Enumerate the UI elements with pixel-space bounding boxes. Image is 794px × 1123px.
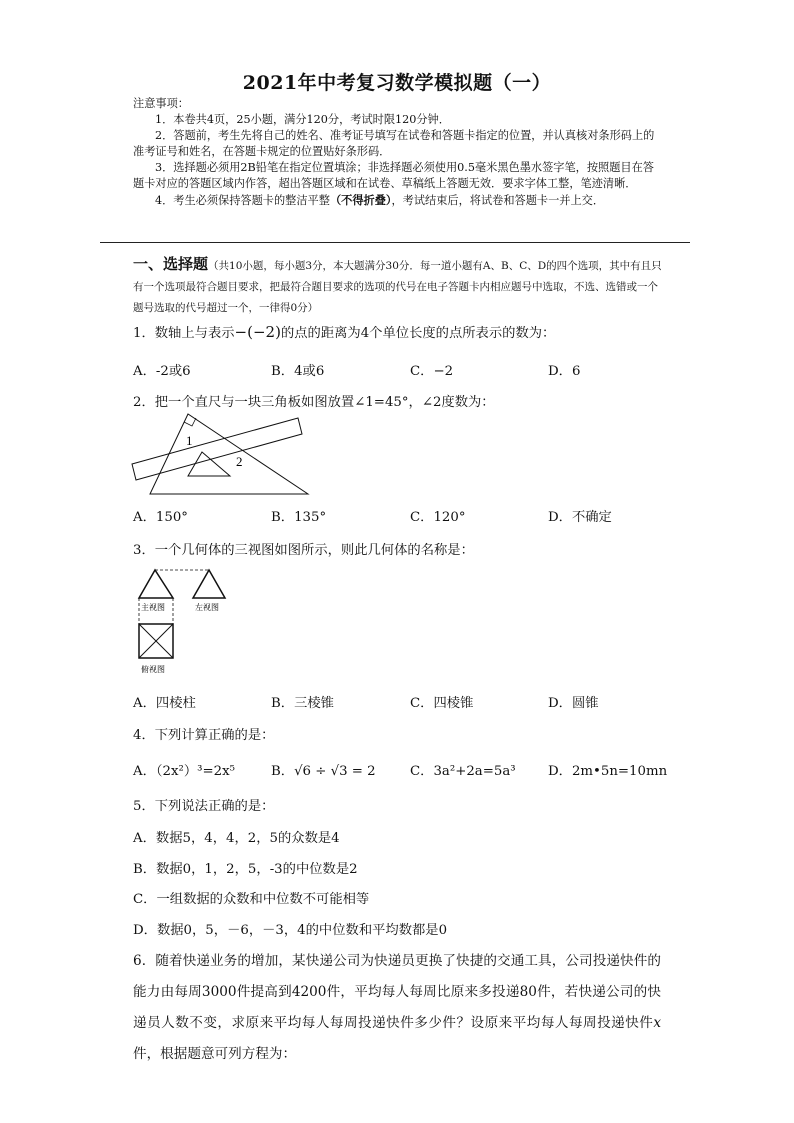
question-5-option-b[interactable]: B．数据0，1，2，5，-3的中位数是2: [133, 862, 358, 877]
question-2-option-c[interactable]: C．120°: [410, 510, 466, 525]
question-1-post: 的点的距离为4个单位长度的点所表示的数为：: [280, 326, 556, 341]
question-1-pre: 1．数轴上与表示: [133, 326, 235, 341]
ruler-triangle-figure: [130, 412, 310, 498]
divider: [100, 242, 690, 243]
ruler-shape: [132, 418, 302, 480]
side-view-shape: [193, 570, 225, 598]
question-1-option-b[interactable]: B．4或6: [271, 364, 325, 379]
angle-1-label: 1: [186, 433, 193, 448]
question-2-option-d[interactable]: D．不确定: [548, 510, 612, 525]
notice-item-4-bold: （不得折叠）: [329, 193, 392, 207]
question-2-option-a[interactable]: A．150°: [133, 510, 188, 525]
notice-heading: 注意事项：: [133, 97, 189, 110]
notice-item-1: 1．本卷共4页，25小题，满分120分，考试时限120分钟．: [155, 113, 450, 126]
three-views-figure: [133, 562, 233, 682]
question-5-option-d[interactable]: D．数据0，5，－6，－3，4的中位数和平均数都是0: [133, 923, 448, 938]
question-2-option-b[interactable]: B．135°: [271, 510, 327, 525]
front-view-shape: [139, 570, 173, 598]
question-4: 4．下列计算正确的是：: [133, 728, 275, 743]
section-1-header: [133, 254, 663, 319]
page-title: 2021年中考复习数学模拟题（一）: [242, 72, 552, 94]
angle-2-label: 2: [236, 454, 243, 469]
question-3-option-c[interactable]: C．四棱锥: [410, 696, 474, 711]
question-6-text: 6．随着快递业务的增加，某快递公司为快递员更换了快捷的交通工具，公司投递快件的能力由每周3000件提高到4200件，平均每人每周比原来多投递80件，若快递公司的快递员人数不变，求原来平均每人每周投递快件多少件？设原来平均每人每周投递快件: [133, 953, 661, 1031]
question-6: [133, 946, 661, 1070]
question-3: 3．一个几何体的三视图如图所示，则此几何体的名称是：: [133, 543, 474, 558]
front-view-label: 主视图: [141, 603, 165, 612]
question-1: [133, 322, 555, 341]
question-4-option-a[interactable]: A．（2x²）³=2x⁵: [133, 764, 235, 779]
section-1-heading: 一、选择题: [133, 255, 209, 273]
side-view-label: 左视图: [195, 603, 219, 612]
notice-item-2: 2．答题前，考生先将自己的姓名、准考证号填写在试卷和答题卡指定的位置，并认真核对条形码上的准考证号和姓名，在答题卡规定的位置贴好条形码．: [133, 129, 655, 158]
question-6-variable: x: [653, 1015, 661, 1031]
section-1-description: （共10小题，每小题3分，本大题满分30分．每一道小题有A、B、C、D的四个选项，其中有且只有一个选项最符合题目要求，把最符合题目要求的选项的代号在电子答题卡内相应题号中选取，不选、选错或一个题号选取的代号超过一个，一律得0分）: [133, 260, 662, 314]
question-5-option-a[interactable]: A．数据5，4，4，2，5的众数是4: [133, 831, 340, 846]
question-6-tail: 件，根据题意可列方程为：: [133, 1046, 297, 1062]
question-1-option-c[interactable]: C．−2: [410, 364, 454, 379]
question-4-option-d[interactable]: D．2m•5n=10mn: [548, 764, 668, 779]
notice-block: [133, 96, 663, 209]
question-4-option-b[interactable]: B．√6 ÷ √3 = 2: [271, 764, 376, 779]
question-1-option-a[interactable]: A．-2或6: [133, 364, 191, 379]
question-3-option-a[interactable]: A．四棱柱: [133, 696, 196, 711]
question-5: 5．下列说法正确的是：: [133, 799, 275, 814]
notice-item-4-post: ，考试结束后，将试卷和答题卡一并上交．: [391, 194, 605, 207]
notice-item-3: 3．选择题必须用2B铅笔在指定位置填涂；非选择题必须使用0.5毫米黑色墨水签字笔，按照题目在答题卡对应的答题区域内作答，超出答题区域和在试卷、草稿纸上答题无效．要求字体工整，笔迹清晰．: [133, 161, 654, 190]
question-1-option-d[interactable]: D．6: [548, 364, 581, 379]
question-2: 2．把一个直尺与一块三角板如图放置∠1=45°，∠2度数为：: [133, 395, 495, 410]
notice-item-4-pre: 4．考生必须保持答题卡的整洁平整: [155, 194, 330, 207]
notice-item-4: [133, 192, 663, 209]
question-3-option-d[interactable]: D．圆锥: [548, 696, 599, 711]
question-5-option-c[interactable]: C．一组数据的众数和中位数不可能相等: [133, 892, 370, 907]
question-1-expression: −(−2): [234, 323, 281, 341]
top-view-label: 俯视图: [141, 665, 165, 674]
question-3-option-b[interactable]: B．三棱锥: [271, 696, 334, 711]
question-4-option-c[interactable]: C．3a²+2a=5a³: [410, 764, 516, 779]
